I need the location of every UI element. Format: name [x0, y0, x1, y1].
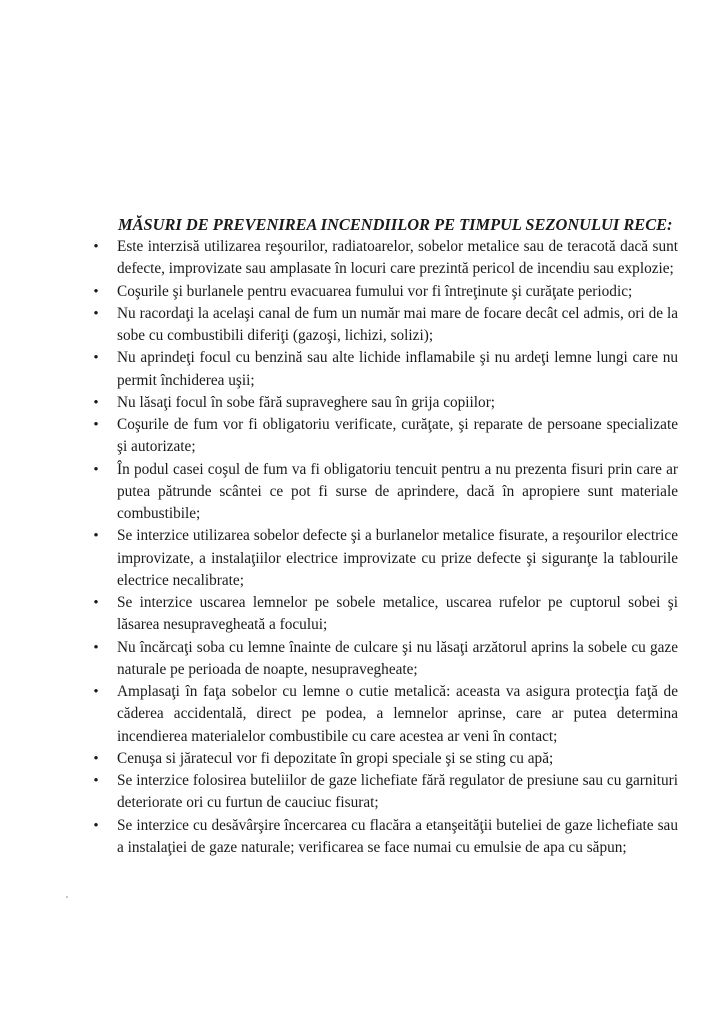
list-item-text: Nu lăsaţi focul în sobe fără supraveghere sau în grija copiilor;: [117, 393, 496, 411]
list-item: [90, 681, 678, 748]
list-item-text: Cenuşa si jăratecul vor fi depozitate în gropi speciale şi se sting cu apă;: [117, 749, 554, 767]
list-item-text: Amplasaţi în faţa sobelor cu lemne o cutie metalică: aceasta va asigura protecţia faţă de căderea accidentală, direct pe podea, a lemnelor aprinse, care ar putea determina incendierea materialelor combustibile cu care acestea ar veni în contact;: [117, 683, 678, 745]
bullet-icon: •: [93, 817, 99, 834]
bullet-icon: •: [93, 773, 99, 789]
document-title: MĂSURI DE PREVENIREA INCENDIILOR PE TIMPUL SEZONULUI RECE:: [118, 215, 673, 234]
list-item-text: Se interzice uscarea lemnelor pe sobele metalice, uscarea rufelor pe cuptorul sobei şi lăsarea nesupravegheată a focului;: [117, 594, 678, 634]
list-item-text: Se interzice utilizarea sobelor defecte şi a burlanelor metalice fisurate, a reşourilor electrice improvizate, a instalaţiilor electrice improvizate cu prize defecte şi siguranţe la tablourile electrice necalibrate;: [117, 527, 678, 589]
bullet-icon: •: [93, 595, 99, 611]
list-item-text: Nu aprindeţi focul cu benzină sau alte lichide inflamabile şi nu ardeţi lemne lungi care nu permit închiderea uşii;: [117, 349, 678, 389]
bullet-icon: •: [93, 684, 99, 700]
list-item-text: Se interzice cu desăvârşire încercarea cu flacăra a etanşeităţii buteliei de gaze lichefiate sau a instalaţiei de gaze naturale; verificarea se face numai cu emulsie de apa cu săpun;: [117, 816, 678, 856]
list-item: [90, 414, 678, 459]
list-item: [90, 592, 678, 637]
list-item: [90, 770, 678, 815]
prevention-list: [90, 236, 678, 859]
list-item-text: Nu racordaţi la acelaşi canal de fum un număr mai mare de focare decât cel admis, ori de la sobe cu combustibili diferiţi (gazoşi, lichizi, solizi);: [117, 304, 678, 344]
list-item-text: Este interzisă utilizarea reşourilor, radiatoarelor, sobelor metalice sau de teracotă dacă sunt defecte, improvizate sau amplasate în locuri care prezintă pericol de incendiu sau explozie;: [117, 238, 678, 278]
bullet-icon: •: [93, 639, 99, 656]
list-item: [90, 236, 678, 281]
bullet-icon: •: [93, 239, 99, 255]
bullet-icon: •: [93, 394, 99, 411]
list-item: [90, 459, 678, 526]
list-item: [90, 525, 678, 592]
list-item-text: Coşurile de fum vor fi obligatoriu verificate, curăţate, şi reparate de persoane specializate şi autorizate;: [117, 416, 678, 456]
bullet-icon: •: [93, 461, 99, 478]
list-item-text: În podul casei coşul de fum va fi obligatoriu tencuit pentru a nu prezenta fisuri prin care ar putea pătrunde scântei ce pot fi surse de aprindere, dacă în apropiere sunt materiale combustibile;: [117, 460, 678, 522]
bullet-icon: •: [93, 528, 99, 545]
scan-artifact-dot: [66, 896, 68, 898]
bullet-icon: •: [93, 350, 99, 367]
list-item-text: Nu încărcaţi soba cu lemne înainte de culcare şi nu lăsaţi arzătorul aprins la sobele cu gaze naturale pe perioada de noapte, nesupravegheate;: [117, 638, 678, 678]
list-item: [90, 637, 678, 682]
list-item: [90, 281, 678, 303]
list-item: [90, 347, 678, 392]
list-item: [90, 748, 678, 770]
bullet-icon: •: [93, 417, 99, 433]
list-item-text: Se interzice folosirea buteliilor de gaze lichefiate fără regulator de presiune sau cu garnituri deteriorate ori cu furtun de cauciuc fisurat;: [117, 772, 678, 812]
list-item: [90, 303, 678, 348]
bullet-icon: •: [93, 750, 99, 767]
list-item-text: Coşurile şi burlanele pentru evacuarea fumului vor fi întreţinute şi curăţate periodic;: [117, 282, 633, 300]
bullet-icon: •: [93, 305, 99, 322]
bullet-icon: •: [93, 283, 99, 300]
list-item: [90, 815, 678, 860]
list-item: [90, 392, 678, 414]
